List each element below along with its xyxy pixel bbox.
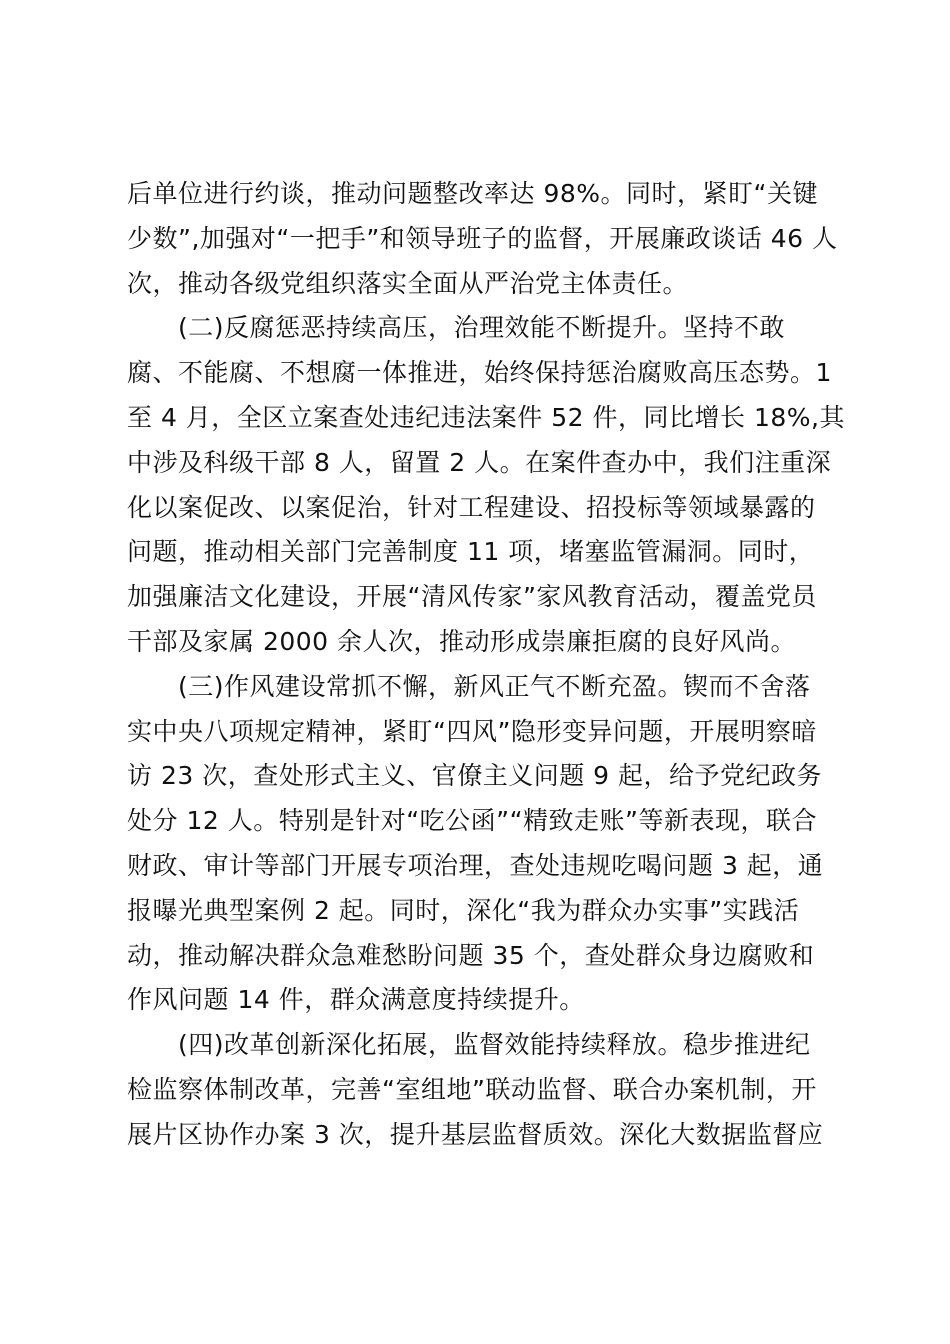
paragraph-continued	[127, 172, 838, 306]
text-line: (四)改革创新深化拓展，监督效能持续释放。稳步推进纪	[127, 1030, 811, 1060]
text-line: 加强廉洁文化建设，开展“清风传家”家风教育活动，覆盖党员	[127, 582, 817, 612]
text-line: 检监察体制改革，完善“室组地”联动监督、联合办案机制，开	[127, 1074, 817, 1104]
text-line: 后单位进行约谈，推动问题整改率达 98%。同时，紧盯“关键	[127, 179, 818, 208]
text-line: 展片区协作办案 3 次，提升基层监督质效。深化大数据监督应	[127, 1119, 824, 1149]
text-line: 腐、不能腐、不想腐一体推进，始终保持惩治腐败高压态势。1	[127, 358, 832, 388]
text-line: (二)反腐惩恶持续高压，治理效能不断提升。坚持不敢	[127, 313, 786, 343]
text-line: 中涉及科级干部 8 人，留置 2 人。在案件查办中，我们注重深	[127, 447, 832, 477]
document-body	[127, 172, 845, 1158]
paragraph-section-4	[127, 1023, 827, 1157]
text-line: 报曝光典型案例 2 起。同时，深化“我为群众办实事”实践活	[127, 895, 800, 925]
text-line: 问题，推动相关部门完善制度 11 项，堵塞监管漏洞。同时，	[127, 537, 815, 567]
text-line: 处分 12 人。特别是针对“吃公函”“精致走账”等新表现，联合	[127, 806, 818, 836]
text-line: 少数”,加强对“一把手”和领导班子的监督，开展廉政谈话 46 人	[127, 223, 838, 253]
text-line: 动，推动解决群众急难愁盼问题 35 个，查处群众身边腐败和	[127, 940, 815, 970]
text-line: 实中央八项规定精神，紧盯“四风”隐形变异问题，开展明察暗	[127, 716, 817, 746]
text-line: (三)作风建设常抓不懈，新风正气不断充盈。锲而不舍落	[127, 671, 811, 701]
text-line: 作风问题 14 件，群众满意度持续提升。	[127, 985, 585, 1015]
text-line: 次，推动各级党组织落实全面从严治党主体责任。	[127, 268, 689, 298]
text-line: 化以案促改、以案促治，针对工程建设、招投标等领域暴露的	[127, 492, 816, 522]
paragraph-section-2	[127, 306, 845, 664]
paragraph-section-3	[127, 665, 827, 1023]
text-line: 访 23 次，查处形式主义、官僚主义问题 9 起，给予党纪政务	[127, 761, 823, 791]
text-line: 至 4 月，全区立案查处违纪违法案件 52 件，同比增长 18%,其	[127, 402, 845, 432]
text-line: 财政、审计等部门开展专项治理，查处违规吃喝问题 3 起，通	[127, 850, 824, 880]
text-line: 干部及家属 2000 余人次，推动形成崇廉拒腐的良好风尚。	[127, 626, 797, 656]
